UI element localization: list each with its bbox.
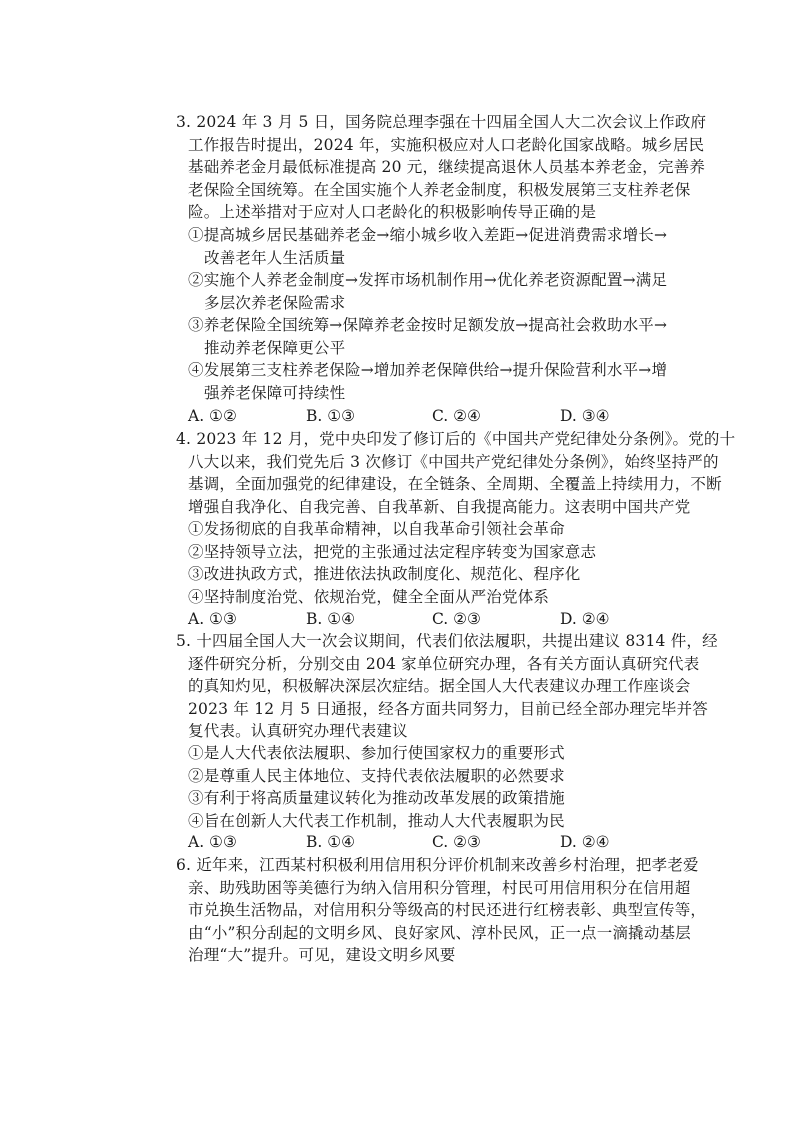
question-4-stem — [176, 428, 735, 518]
stem-line: 基调，全面加强党的纪律建设，在全链条、全周期、全覆盖上持续用力，不断 — [188, 475, 722, 493]
choice-c[interactable]: C. ②④ — [432, 407, 481, 425]
statement-4-cont: 强养老保障可持续性 — [204, 383, 346, 402]
stem-line: 的真知灼见，积极解决深层次症结。据全国人大代表建议办理工作座谈会 — [188, 677, 691, 695]
statement-3: ③改进执政方式，推进依法执政制度化、规范化、程序化 — [188, 565, 581, 583]
choice-c[interactable]: C. ②③ — [432, 833, 481, 851]
statement-1: ①是人大代表依法履职、参加行使国家权力的重要形式 — [188, 744, 565, 762]
stem-line: 增强自我净化、自我完善、自我革新、自我提高能力。这表明中国共产党 — [188, 497, 691, 516]
statement-3: ③养老保险全国统筹→保障养老金按时足额发放→提高社会救助水平→ — [188, 316, 668, 334]
statement-2: ②实施个人养老金制度→发挥市场机制作用→优化养老资源配置→满足 — [188, 271, 668, 289]
choice-c[interactable]: C. ②③ — [432, 610, 481, 628]
stem-line: 5. 十四届全国人大一次会议期间，代表们依法履职，共提出建议 8314 件，经 — [176, 632, 718, 650]
statement-3: ③有利于将高质量建议转化为推动改革发展的政策措施 — [188, 789, 565, 807]
statement-1: ①发扬彻底的自我革命精神，以自我革命引领社会革命 — [188, 520, 565, 538]
stem-line: 老保险全国统筹。在全国实施个人养老金制度，积极发展第三支柱养老保 — [188, 180, 691, 199]
question-4-statements — [188, 518, 596, 608]
stem-line: 治理“大”提升。可见，建设文明乡风要 — [188, 946, 456, 964]
stem-line: 逐件研究分析，分别交由 204 家单位研究办理，各有关方面认真研究代表 — [188, 654, 700, 673]
choice-d[interactable]: D. ③④ — [560, 407, 610, 425]
stem-line: 4. 2023 年 12 月，党中央印发了修订后的《中国共产党纪律处分条例》。党的十 — [176, 430, 736, 448]
stem-line: 由“小”积分刮起的文明乡风、良好家风、淳朴民风，正一点一滴撬动基层 — [188, 923, 691, 942]
choice-a[interactable]: A. ①③ — [188, 610, 237, 628]
stem-line: 复代表。认真研究办理代表建议 — [188, 722, 408, 740]
statement-2: ②坚持领导立法，把党的主张通过法定程序转变为国家意志 — [188, 542, 597, 561]
question-6-stem — [176, 854, 706, 967]
stem-line: 基础养老金月最低标准提高 20 元，继续提高退休人员基本养老金，完善养 — [188, 158, 706, 176]
statement-2-cont: 多层次养老保险需求 — [204, 293, 346, 312]
statement-4: ④旨在创新人大代表工作机制，推动人大代表履职为民 — [188, 811, 565, 830]
choice-d[interactable]: D. ②④ — [560, 610, 610, 628]
question-5-statements — [188, 742, 565, 832]
statement-1-cont: 改善老年人生活质量 — [204, 248, 346, 267]
stem-line: 6. 近年来，江西某村积极利用信用积分评价机制来改善乡村治理，把孝老爱 — [176, 856, 699, 874]
question-3-stem — [176, 111, 706, 224]
choice-b[interactable]: B. ①④ — [306, 610, 356, 628]
choice-a[interactable]: A. ①② — [188, 407, 237, 425]
choice-b[interactable]: B. ①③ — [306, 407, 356, 425]
question-3-statements — [188, 224, 667, 404]
statement-3-cont: 推动养老保障更公平 — [204, 338, 346, 357]
choice-d[interactable]: D. ②④ — [560, 833, 610, 851]
stem-line: 险。上述举措对于应对人口老龄化的积极影响传导正确的是 — [188, 203, 597, 221]
stem-line: 八大以来，我们党先后 3 次修订《中国共产党纪律处分条例》，始终坚持严的 — [188, 452, 719, 471]
choice-a[interactable]: A. ①③ — [188, 833, 237, 851]
stem-line: 2023 年 12 月 5 日通报，经各方面共同努力，目前已经全部办理完毕并答 — [188, 699, 708, 718]
statement-1: ①提高城乡居民基础养老金→缩小城乡收入差距→促进消费需求增长→ — [188, 226, 668, 244]
statement-4: ④发展第三支柱养老保险→增加养老保障供给→提升保险营利水平→增 — [188, 361, 668, 379]
choice-b[interactable]: B. ①④ — [306, 833, 356, 851]
stem-line: 3. 2024 年 3 月 5 日，国务院总理李强在十四届全国人大二次会议上作政府 — [176, 113, 707, 131]
stem-line: 市兑换生活物品，对信用积分等级高的村民还进行红榜表彰、典型宣传等， — [188, 901, 707, 919]
statement-4: ④坚持制度治党、依规治党，健全全面从严治党体系 — [188, 587, 550, 606]
stem-line: 工作报告时提出，2024 年，实施积极应对人口老龄化国家战略。城乡居民 — [188, 135, 705, 154]
question-5-stem — [176, 630, 718, 743]
stem-line: 亲、助残助困等美德行为纳入信用积分管理，村民可用信用积分在信用超 — [188, 878, 691, 897]
statement-2: ②是尊重人民主体地位、支持代表依法履职的必然要求 — [188, 766, 565, 785]
